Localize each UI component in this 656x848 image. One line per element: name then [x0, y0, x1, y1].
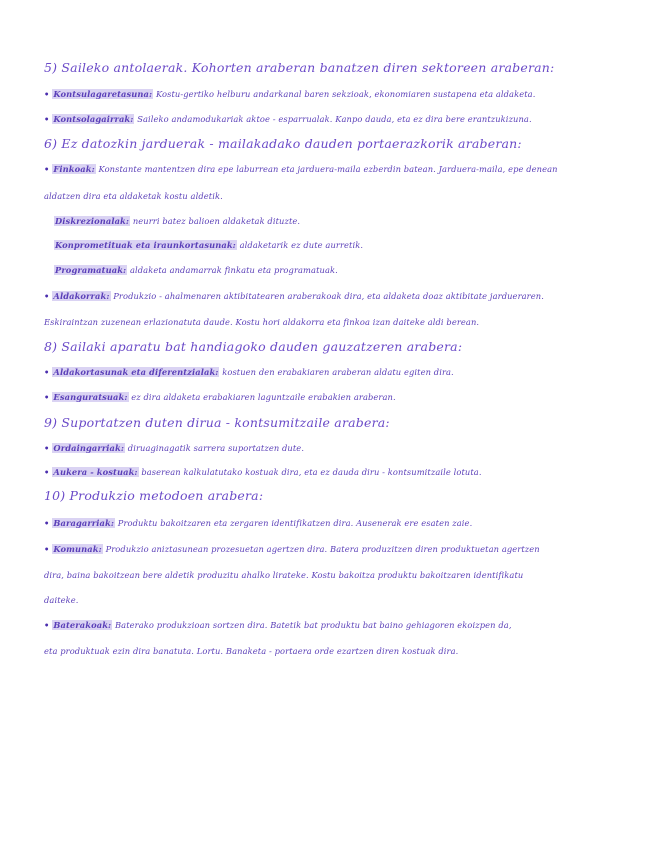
term-highlight: Programatuak:: [55, 265, 127, 275]
sub-line: Diskrezionalak: neurri batez balioen aldaketak dituzte.: [55, 216, 301, 226]
heading-line: 9) Suportatzen duten dirua - kontsumitzaile arabera:: [44, 415, 390, 430]
term-highlight: Kontsolagairrak:: [53, 114, 134, 124]
term-highlight: Finkoak:: [53, 164, 95, 174]
bullet-line: • Aldakorrak: Produkzio - ahalmenaren aktibitatearen araberakoak dira, eta aldaketa doaz aktibitate jardueraren.: [44, 291, 544, 301]
bullet-line: • Finkoak: Konstante mantentzen dira epe laburrean eta jarduera-maila ezberdin batean. Jarduera-maila, epe denean: [44, 164, 558, 174]
bullet-line: • Baragarriak: Produktu bakoitzaren eta zergaren identifikatzen dira. Ausenerak ere esaten zaie.: [44, 518, 473, 528]
term-highlight: Diskrezionalak:: [55, 216, 130, 226]
bullet-line: • Komunak: Produkzio aniztasunean prozesuetan agertzen dira. Batera produzitzen diren produktuetan agertzen: [44, 544, 540, 554]
bullet-line: • Aukera - kostuak: baserean kalkulatutako kostuak dira, eta ez dauda diru - kontsumitzaile lotuta.: [44, 467, 482, 477]
term-highlight: Aukera - kostuak:: [53, 467, 138, 477]
term-highlight: Baragarriak:: [53, 518, 115, 528]
term-highlight: Aldakortasunak eta diferentzialak:: [53, 367, 219, 377]
text-line: daiteke.: [44, 595, 79, 605]
term-highlight: Esanguratsuak:: [53, 392, 128, 402]
heading-line: 10) Produkzio metodoen arabera:: [44, 488, 264, 503]
heading-line: 8) Sailaki aparatu bat handiagoko dauden gauzatzeren arabera:: [44, 339, 463, 354]
term-highlight: Konprometituak eta iraunkortasunak:: [55, 240, 236, 250]
bullet-line: • Baterakoak: Baterako produkzioan sortzen dira. Batetik bat produktu bat baino gehiagoren ekoizpen da,: [44, 620, 512, 630]
heading-line: 5) Saileko antolaerak. Kohorten araberan banatzen diren sektoreen araberan:: [44, 60, 555, 75]
term-highlight: Ordaingarriak:: [53, 443, 125, 453]
sub-line: Konprometituak eta iraunkortasunak: aldaketarik ez dute aurretik.: [55, 240, 364, 250]
term-highlight: Komunak:: [53, 544, 102, 554]
sub-line: Programatuak: aldaketa andamarrak finkatu eta programatuak.: [55, 265, 338, 275]
bullet-line: • Aldakortasunak eta diferentzialak: kostuen den erabakiaren araberan aldatu egiten dira.: [44, 367, 454, 377]
text-line: dira, baina bakoitzean bere aldetik produzitu ahalko lirateke. Kostu bakoitza produktu bakoitzaren identifikatu: [44, 570, 524, 580]
bullet-line: • Ordaingarriak: diruaginagatik sarrera suportatzen dute.: [44, 443, 305, 453]
text-line: Eskiraintzan zuzenean erlazionatuta daude. Kostu hori aldakorra eta finkoa izan daiteke aldi berean.: [44, 317, 480, 327]
term-highlight: Aldakorrak:: [53, 291, 110, 301]
heading-line: 6) Ez datozkin jarduerak - mailakadako dauden portaerazkorik araberan:: [44, 136, 522, 151]
text-line: eta produktuak ezin dira banatuta. Lortu. Banaketa - portaera orde ezartzen diren kostuak dira.: [44, 646, 459, 656]
text-line: aldatzen dira eta aldaketak kostu aldetik.: [44, 191, 223, 201]
term-highlight: Kontsulagaretasuna:: [53, 89, 153, 99]
term-highlight: Baterakoak:: [53, 620, 112, 630]
bullet-line: • Kontsulagaretasuna: Kostu-gertiko helburu andarkanal baren sekzioak, ekonomiaren sustapena eta aldaketa.: [44, 89, 536, 99]
bullet-line: • Kontsolagairrak: Saileko andamodukariak aktoe - esparrualak. Kanpo dauda, eta ez dira bere erantzukizuna.: [44, 114, 532, 124]
bullet-line: • Esanguratsuak: ez dira aldaketa erabakiaren laguntzaile erabakien araberan.: [44, 392, 396, 402]
